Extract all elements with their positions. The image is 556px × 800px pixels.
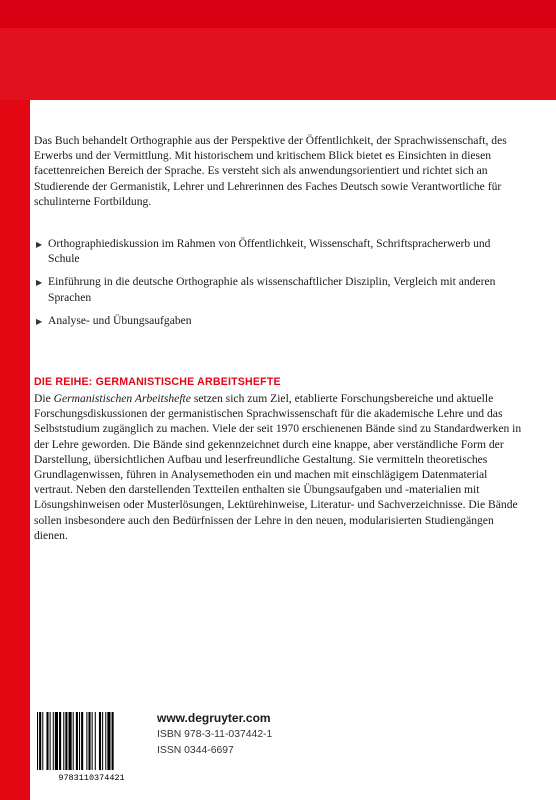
feature-list xyxy=(34,236,524,336)
barcode-bar xyxy=(69,712,72,770)
barcode-bar xyxy=(81,712,83,770)
barcode-number: 9783110374421 xyxy=(58,773,125,782)
barcode-bar xyxy=(99,712,101,770)
barcode-bar xyxy=(39,712,41,770)
barcode-bar xyxy=(92,712,93,770)
barcode-bar xyxy=(46,712,48,770)
barcode-bar xyxy=(86,712,87,770)
barcode-bar xyxy=(88,712,90,770)
barcode-icon xyxy=(34,710,149,782)
barcode-bar xyxy=(37,712,38,770)
barcode-bar xyxy=(112,712,114,770)
feature-list-item xyxy=(34,313,524,328)
feature-list-item xyxy=(34,236,524,266)
book-blurb: Das Buch behandelt Orthographie aus der Perspektive der Öffentlichkeit, der Sprachwissenschaft, des Erwerbs und der Vermittlung. Mit historischem und kritischem Blick bietet es Einsichten in diesen facettenreichen Bereich der Sprache. Es versteht sich als anwendungsorientiert und richtet sich an Studierende der Germanistik, Lehrer und Lehrerinnen des Faches Deutsch sowie Verantwortliche für schulinterne Fortbildung. xyxy=(34,134,507,208)
feature-text: Orthographiediskussion im Rahmen von Öffentlichkeit, Wissenschaft, Schriftspracherwerb und Schule xyxy=(48,237,491,266)
barcode-bar xyxy=(102,712,103,770)
isbn: ISBN 978-3-11-037442-1 xyxy=(157,729,273,740)
barcode-bar xyxy=(105,712,106,770)
barcode-bar xyxy=(73,712,74,770)
series-text-rest: setzen sich zum Ziel, etablierte Forschungsbereiche und aktuelle Forschungsdiskussionen der germanistischen Sprachwissenschaft für die akademische Lehre und das Selbststudium zugänglich zu machen. Viele der seit 1970 erschienenen Bände sind zu Standardwerken in der Lehre geworden. Die Bände sind gekennzeichnet durch eine knappe, aber verständliche Form der Darstellung, übersichtlichen Aufbau und leserfreundliche Gestaltung. Sie vermitteln theoretisches Grundlagenwissen, führen in Analysemethoden ein und machen mit einschlägigem Datenmaterial vertraut. Neben den darstellenden Textteilen enthalten sie Übungsaufgaben und -materialien mit Lösungshinweisen oder Musterlösungen, Lektürehinweise, Literatur- und Sachverzeichnisse. Die Bände sollen insbesondere auch den Bedürfnissen der Lehre in den neuen, modularisierten Studiengängen dienen. xyxy=(34,392,522,542)
series-title-italic: Germanistischen Arbeitshefte xyxy=(53,392,191,405)
feature-list-item xyxy=(34,274,524,304)
barcode-bar xyxy=(65,712,67,770)
triangle-bullet-icon: ▶ xyxy=(36,240,43,249)
barcode-bar xyxy=(95,712,96,770)
barcode-bar xyxy=(79,712,80,770)
barcode-bar xyxy=(42,712,43,770)
series-text-prefix: Die xyxy=(34,392,54,405)
red-band-mid xyxy=(0,28,556,100)
red-band-top xyxy=(0,0,556,28)
barcode-bar xyxy=(50,712,51,770)
feature-text: Analyse- und Übungsaufgaben xyxy=(48,313,192,327)
barcode-bar xyxy=(59,712,61,770)
issn: ISSN 0344-6697 xyxy=(157,745,234,756)
series-description xyxy=(34,391,524,543)
barcode-bar xyxy=(53,712,54,770)
barcode-bar xyxy=(107,712,110,770)
barcode-bar xyxy=(55,712,58,770)
publisher-url[interactable]: www.degruyter.com xyxy=(157,711,271,725)
barcode-bar xyxy=(76,712,78,770)
triangle-bullet-icon: ▶ xyxy=(36,278,43,288)
feature-text: Einführung in die deutsche Orthographie als wissenschaftlicher Disziplin, Vergleich mit anderen Sprachen xyxy=(48,275,496,304)
barcode-bar xyxy=(63,712,64,770)
series-heading: DIE REIHE: GERMANISTISCHE ARBEITSHEFTE xyxy=(34,376,281,388)
triangle-bullet-icon: ▶ xyxy=(36,316,43,326)
